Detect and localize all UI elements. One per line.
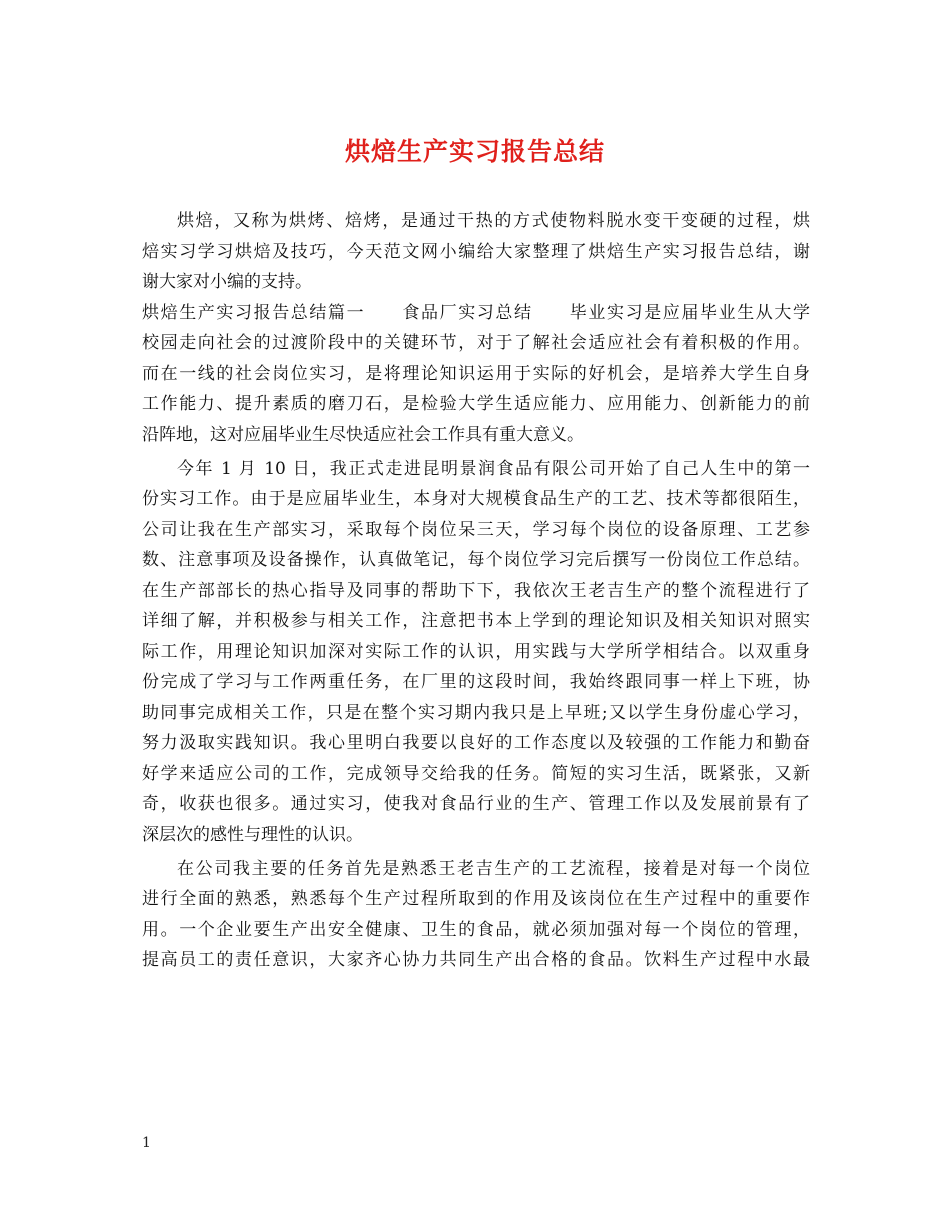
paragraph-3-line-3: 公司让我在生产部实习，采取每个岗位呆三天，学习每个岗位的设备原理、工艺参: [142, 519, 810, 540]
paragraph-4-line-3: 用。一个企业要生产出安全健康、卫生的食品，就必须加强对每一个岗位的管理，: [142, 919, 810, 940]
document-title: 烘焙生产实习报告总结: [344, 137, 605, 166]
paragraph-2-line-3: 而在一线的社会岗位实习，是将理论知识运用于实际的好机会，是培养大学生自身: [142, 363, 810, 384]
paragraph-3-line-6: 详细了解，并积极参与相关工作，注意把书本上学到的理论知识及相关知识对照实: [142, 611, 810, 631]
paragraph-1-line-3: 谢大家对小编的支持。: [142, 272, 312, 292]
paragraph-3-line-1: 今年 1 月 10 日，我正式走进昆明景润食品有限公司开始了自己人生中的第一: [177, 458, 810, 479]
paragraph-1-line-2: 焙实习学习烘焙及技巧，今天范文网小编给大家整理了烘焙生产实习报告总结，谢: [142, 241, 810, 262]
paragraph-3-line-11: 好学来适应公司的工作，完成领导交给我的任务。简短的实习生活，既紧张，又新: [142, 763, 810, 784]
paragraph-3-line-12: 奇，收获也很多。通过实习，使我对食品行业的生产、管理工作以及发展前景有了: [142, 794, 810, 814]
paragraph-3-line-2: 份实习工作。由于是应届毕业生，本身对大规模食品生产的工艺、技术等都很陌生，: [142, 489, 810, 509]
paragraph-4-line-4: 提高员工的责任意识，大家齐心协力共同生产出合格的食品。饮料生产过程中水最: [142, 950, 810, 970]
paragraph-2-line-2: 校园走向社会的过渡阶段中的关键环节，对于了解社会适应社会有着积极的作用。: [142, 333, 810, 353]
paragraph-3-line-7: 际工作，用理论知识加深对实际工作的认识，用实践与大学所学相结合。以双重身: [142, 641, 810, 662]
paragraph-2-line-4: 工作能力、提升素质的磨刀石，是检验大学生适应能力、应用能力、创新能力的前: [142, 394, 810, 414]
page-number: 1: [142, 1135, 151, 1151]
paragraph-3-line-5: 在生产部部长的热心指导及同事的帮助下下，我依次王老吉生产的整个流程进行了: [142, 580, 810, 601]
paragraph-2-line-1: 烘焙生产实习报告总结篇一 食品厂实习总结 毕业实习是应届毕业生从大学: [142, 302, 810, 323]
paragraph-3-line-9: 助同事完成相关工作，只是在整个实习期内我只是上早班;又以学生身份虚心学习，: [142, 702, 810, 723]
paragraph-3-line-4: 数、注意事项及设备操作，认真做笔记，每个岗位学习完后撰写一份岗位工作总结。: [142, 550, 810, 570]
paragraph-2-line-5: 沿阵地，这对应届毕业生尽快适应社会工作具有重大意义。: [142, 424, 584, 445]
paragraph-4-line-1: 在公司我主要的任务首先是熟悉王老吉生产的工艺流程，接着是对每一个岗位: [177, 858, 810, 879]
paragraph-3-line-13: 深层次的感性与理性的认识。: [142, 824, 363, 845]
paragraph-1-line-1: 烘焙，又称为烘烤、焙烤，是通过干热的方式使物料脱水变干变硬的过程，烘: [177, 211, 810, 231]
paragraph-3-line-10: 努力汲取实践知识。我心里明白我要以良好的工作态度以及较强的工作能力和勤奋: [142, 733, 810, 753]
paragraph-3-line-8: 份完成了学习与工作两重任务，在厂里的这段时间，我始终跟同事一样上下班，协: [142, 672, 810, 692]
document-body: [142, 206, 810, 976]
paragraph-4-line-2: 进行全面的熟悉，熟悉每个生产过程所取到的作用及该岗位在生产过程中的重要作: [142, 889, 810, 909]
